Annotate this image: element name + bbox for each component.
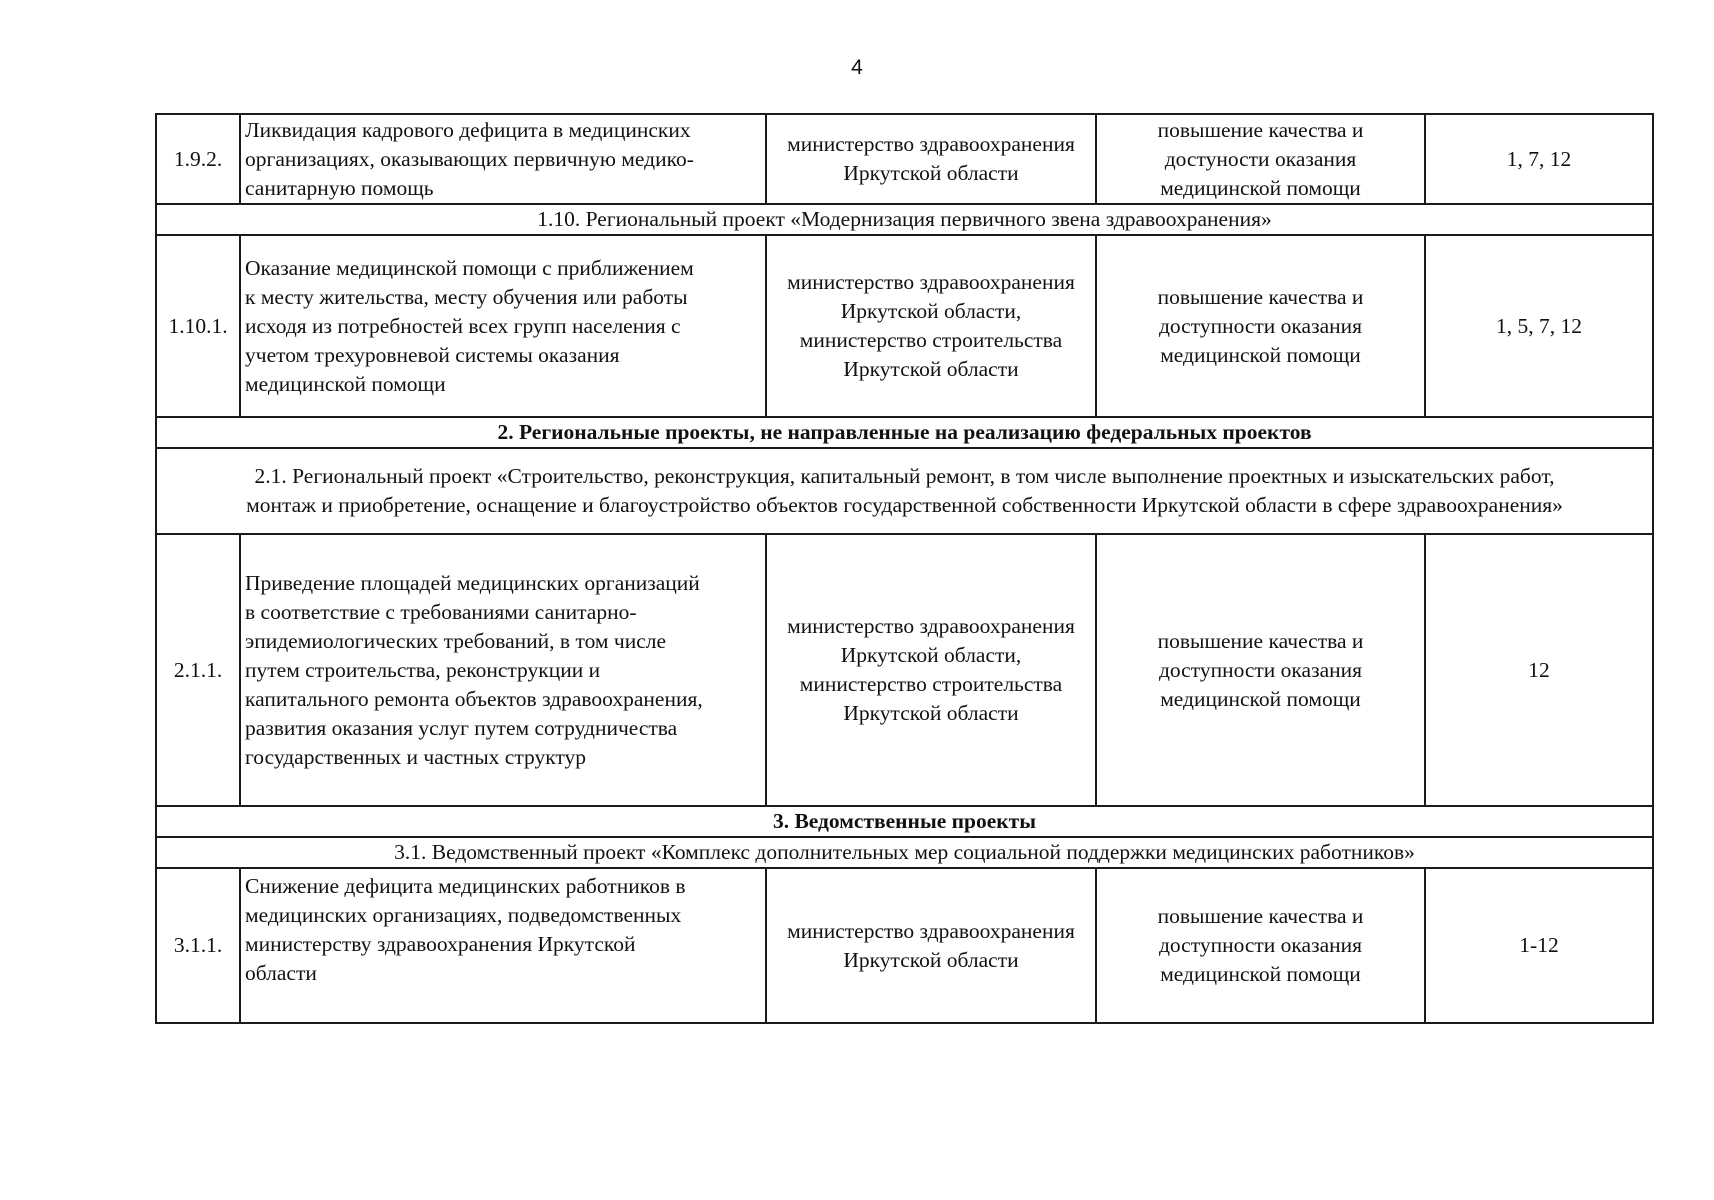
- section-heading-row: [156, 204, 1653, 235]
- item-indicators: 12: [1425, 534, 1653, 806]
- item-result: повышение качества и доступности оказания медицинской помощи: [1096, 235, 1425, 417]
- table-row: [156, 114, 1653, 204]
- item-number: 3.1.1.: [156, 868, 240, 1023]
- table-row: [156, 534, 1653, 806]
- section-heading: 2.1. Региональный проект «Строительство, реконструкция, капитальный ремонт, в том числе выполнение проектных и изыскательских работ, монтаж и приобретение, оснащение и благоустройство объектов государственной собственности Иркутской области в сфере здравоохранения»: [156, 448, 1653, 534]
- section-heading: 3.1. Ведомственный проект «Комплекс дополнительных мер социальной поддержки медицинских работников»: [156, 837, 1653, 868]
- section-heading-row: [156, 806, 1653, 837]
- item-result: повышение качества и достуности оказания медицинской помощи: [1096, 114, 1425, 204]
- item-indicators: 1, 7, 12: [1425, 114, 1653, 204]
- item-responsible: министерство здравоохранения Иркутской области, министерство строительства Иркутской области: [766, 534, 1096, 806]
- item-indicators: 1, 5, 7, 12: [1425, 235, 1653, 417]
- item-responsible: министерство здравоохранения Иркутской области: [766, 114, 1096, 204]
- item-description: Снижение дефицита медицинских работников в медицинских организациях, подведомственных министерству здравоохранения Иркутской области: [240, 868, 766, 1023]
- item-result: повышение качества и доступности оказания медицинской помощи: [1096, 534, 1425, 806]
- item-responsible: министерство здравоохранения Иркутской области: [766, 868, 1096, 1023]
- item-number: 1.9.2.: [156, 114, 240, 204]
- item-description: Приведение площадей медицинских организаций в соответствие с требованиями санитарно- эпидемиологических требований, в том числе путем строительства, реконструкции и капитального ремонта объектов здравоохранения, развития оказания услуг путем сотрудничества государственных и частных структур: [240, 534, 766, 806]
- section-heading: 3. Ведомственные проекты: [156, 806, 1653, 837]
- page-number: 4: [851, 56, 863, 79]
- table-row: [156, 868, 1653, 1023]
- item-description: Ликвидация кадрового дефицита в медицинских организациях, оказывающих первичную медико- санитарную помощь: [240, 114, 766, 204]
- item-responsible: министерство здравоохранения Иркутской области, министерство строительства Иркутской области: [766, 235, 1096, 417]
- section-heading-row: [156, 448, 1653, 534]
- table-row: [156, 235, 1653, 417]
- item-result: повышение качества и доступности оказания медицинской помощи: [1096, 868, 1425, 1023]
- measures-table: [155, 113, 1654, 1024]
- section-heading: 2. Региональные проекты, не направленные на реализацию федеральных проектов: [156, 417, 1653, 448]
- section-heading-row: [156, 417, 1653, 448]
- item-number: 2.1.1.: [156, 534, 240, 806]
- section-heading: 1.10. Региональный проект «Модернизация первичного звена здравоохранения»: [156, 204, 1653, 235]
- item-indicators: 1-12: [1425, 868, 1653, 1023]
- item-number: 1.10.1.: [156, 235, 240, 417]
- section-heading-row: [156, 837, 1653, 868]
- item-description: Оказание медицинской помощи с приближением к месту жительства, месту обучения или работы исходя из потребностей всех групп населения с учетом трехуровневой системы оказания медицинской помощи: [240, 235, 766, 417]
